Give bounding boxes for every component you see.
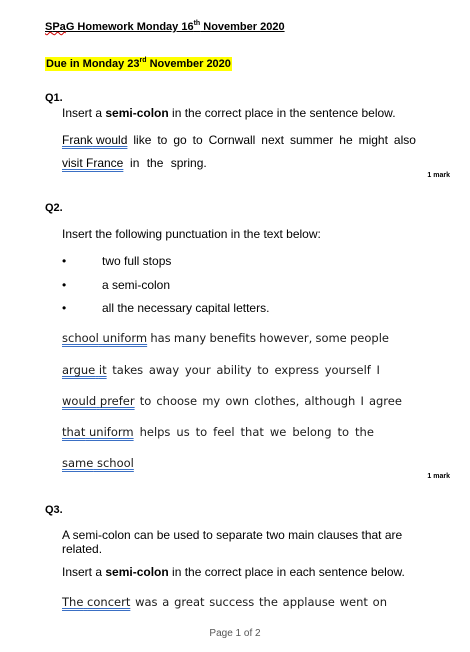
word: uniform <box>89 425 134 439</box>
word: belong <box>292 425 332 439</box>
q3-para-line2: related. <box>62 542 103 556</box>
word: your <box>184 363 211 377</box>
word: next <box>261 133 284 147</box>
word: to <box>157 133 168 147</box>
q3-para-line1: A semi-colon can be used to separate two main clauses that are <box>62 528 403 542</box>
word: went <box>339 595 368 609</box>
word: Frank <box>62 133 93 147</box>
word: The <box>62 595 84 609</box>
word: would <box>62 394 97 408</box>
title-spag: SPa <box>45 21 66 33</box>
word: prefer <box>99 394 135 408</box>
bullet-marker: • <box>62 301 67 315</box>
word: people <box>349 331 389 345</box>
word: school <box>62 331 99 345</box>
word: own <box>225 394 250 408</box>
underlined-phrase <box>62 394 135 408</box>
word: he <box>339 133 353 147</box>
q2-text-line <box>62 331 389 345</box>
word: go <box>173 133 187 147</box>
q1-number: Q1. <box>45 92 63 104</box>
q2-text-line <box>62 425 374 439</box>
word: I <box>376 363 380 377</box>
word: although <box>304 394 356 408</box>
q1-instruction: Insert a semi-colon in the correct place in the sentence below. <box>62 106 396 120</box>
q3-sentence-line1 <box>62 595 387 609</box>
homework-title: SPaG Homework Monday 16th November 2020 <box>45 20 285 33</box>
word: agree <box>368 394 402 408</box>
word: to <box>257 363 269 377</box>
q1-mark: 1 mark <box>427 172 450 179</box>
underlined-phrase <box>62 595 130 609</box>
word: that <box>240 425 264 439</box>
word: takes <box>112 363 144 377</box>
word: on <box>372 595 387 609</box>
q3-number: Q3. <box>45 504 63 516</box>
word: same <box>62 456 94 470</box>
word: that <box>62 425 86 439</box>
word: to <box>192 133 203 147</box>
bullet-item: all the necessary capital letters. <box>102 301 270 315</box>
due-date: Due in Monday 23rd November 2020 <box>46 57 231 70</box>
bullet-marker: • <box>62 254 67 268</box>
word: feel <box>213 425 235 439</box>
word: helps <box>139 425 171 439</box>
underlined-phrase <box>62 331 147 345</box>
word: express <box>274 363 320 377</box>
word: away <box>148 363 180 377</box>
word: has <box>150 331 171 345</box>
word: however, <box>259 331 313 345</box>
word: benefits <box>209 331 256 345</box>
page-number: Page 1 of 2 <box>209 628 261 639</box>
word: the <box>355 425 374 439</box>
word: to <box>195 425 208 439</box>
word: yourself <box>324 363 371 377</box>
word: like <box>133 133 152 147</box>
word: success <box>209 595 255 609</box>
word: great <box>174 595 205 609</box>
word: some <box>315 331 347 345</box>
word: summer <box>289 133 334 147</box>
word: ability <box>216 363 252 377</box>
word: applause <box>282 595 335 609</box>
underlined-phrase <box>62 425 134 439</box>
word: would <box>96 133 128 147</box>
word: might <box>358 133 388 147</box>
word: it <box>98 363 107 377</box>
word: also <box>393 133 416 147</box>
q2-instruction: Insert the following punctuation in the text below: <box>62 227 321 241</box>
bullet-marker: • <box>62 278 67 292</box>
word: school <box>96 456 134 470</box>
word: was <box>135 595 158 609</box>
word: many <box>173 331 207 345</box>
word: my <box>202 394 221 408</box>
q3-instruction: Insert a semi-colon in the correct place in each sentence below. <box>62 565 405 579</box>
underlined-phrase <box>62 456 134 470</box>
q2-text-line <box>62 456 134 470</box>
q2-mark: 1 mark <box>427 473 450 480</box>
bullet-item: a semi-colon <box>102 278 171 292</box>
word: Cornwall <box>208 133 256 147</box>
word: us <box>176 425 190 439</box>
underlined-phrase <box>62 363 107 377</box>
q2-text-line <box>62 363 380 377</box>
q2-number: Q2. <box>45 202 63 214</box>
word: we <box>269 425 287 439</box>
word: concert <box>87 595 131 609</box>
word: to <box>337 425 350 439</box>
word: a <box>162 595 170 609</box>
q1-sentence-line1 <box>62 133 416 147</box>
q1-sentence-line2: visit France in the spring. <box>62 156 207 170</box>
word: I <box>360 394 364 408</box>
word: uniform <box>102 331 148 345</box>
word: argue <box>62 363 96 377</box>
underlined-phrase <box>62 133 127 147</box>
q2-text-line <box>62 394 402 408</box>
word: to <box>139 394 152 408</box>
bullet-item: two full stops <box>102 254 172 268</box>
word: clothes, <box>254 394 300 408</box>
word: the <box>259 595 278 609</box>
word: choose <box>156 394 198 408</box>
